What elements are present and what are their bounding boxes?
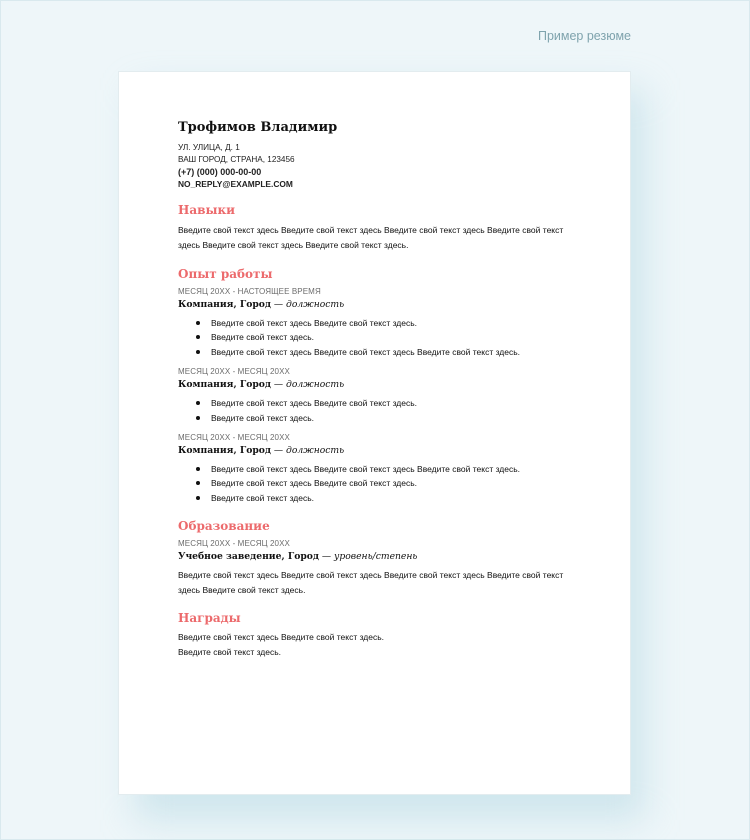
phone: (+7) (000) 000-00-00 (178, 167, 262, 177)
job-date: МЕСЯЦ 20XX - МЕСЯЦ 20XX (178, 433, 290, 443)
list-item: Введите свой текст здесь. (178, 330, 578, 344)
address-line-1: УЛ. УЛИЦА, Д. 1 (178, 143, 240, 152)
email: NO_REPLY@EXAMPLE.COM (178, 179, 293, 189)
job-dash: — (271, 299, 287, 310)
section-title-education: Образование (178, 519, 270, 534)
job-date: МЕСЯЦ 20XX - НАСТОЯЩЕЕ ВРЕМЯ (178, 287, 321, 296)
contact-block (178, 142, 578, 190)
job-role: должность (286, 299, 345, 310)
list-item: Введите свой текст здесь Введите свой текст здесь. (178, 476, 578, 490)
resume-name: Трофимов Владимир (178, 120, 338, 135)
job-title-line (178, 299, 578, 310)
job-bullets (178, 316, 578, 359)
list-item: Введите свой текст здесь Введите свой текст здесь. (178, 396, 578, 410)
education-line (178, 551, 578, 562)
preview-label: Пример резюме (537, 29, 631, 43)
skills-text: Введите свой текст здесь Введите свой текст здесь Введите свой текст здесь Введите свой текст здесь Введите свой текст здесь Введите свой текст здесь. (178, 225, 564, 250)
education-dash: — (319, 551, 335, 563)
section-title-awards: Награды (178, 611, 241, 626)
awards-line-2: Введите свой текст здесь. (178, 646, 282, 657)
job-entry (178, 367, 578, 425)
address-line-2: ВАШ ГОРОД, СТРАНА, 123456 (178, 155, 295, 164)
education-date: МЕСЯЦ 20XX - МЕСЯЦ 20XX (178, 539, 290, 549)
job-role: должность (286, 379, 345, 391)
list-item: Введите свой текст здесь. (178, 491, 578, 505)
resume-page (118, 71, 631, 795)
job-bullets (178, 462, 578, 505)
job-bullets (178, 396, 578, 425)
resume-content (178, 120, 578, 659)
job-title-line (178, 379, 578, 390)
list-item: Введите свой текст здесь Введите свой текст здесь Введите свой текст здесь. (178, 345, 578, 359)
job-company: Компания, Город (178, 299, 272, 310)
list-item: Введите свой текст здесь. (178, 411, 578, 425)
section-title-skills: Навыки (178, 203, 236, 217)
job-entry (178, 287, 578, 359)
job-company: Компания, Город (178, 379, 272, 391)
list-item: Введите свой текст здесь Введите свой текст здесь. (178, 316, 578, 330)
job-dash: — (271, 445, 287, 457)
awards-line-1: Введите свой текст здесь Введите свой текст здесь. (178, 632, 385, 643)
education-degree: уровень/степень (334, 551, 418, 563)
list-item: Введите свой текст здесь Введите свой текст здесь Введите свой текст здесь. (178, 462, 578, 476)
job-title-line (178, 445, 578, 456)
job-date: МЕСЯЦ 20XX - МЕСЯЦ 20XX (178, 367, 290, 377)
section-title-experience: Опыт работы (178, 267, 273, 281)
education-text: Введите свой текст здесь Введите свой текст здесь Введите свой текст здесь Введите свой текст здесь Введите свой текст здесь. (178, 570, 564, 595)
job-dash: — (271, 379, 287, 391)
job-role: должность (286, 445, 345, 457)
job-company: Компания, Город (178, 445, 272, 457)
job-entry (178, 433, 578, 505)
education-institution: Учебное заведение, Город (178, 551, 319, 563)
